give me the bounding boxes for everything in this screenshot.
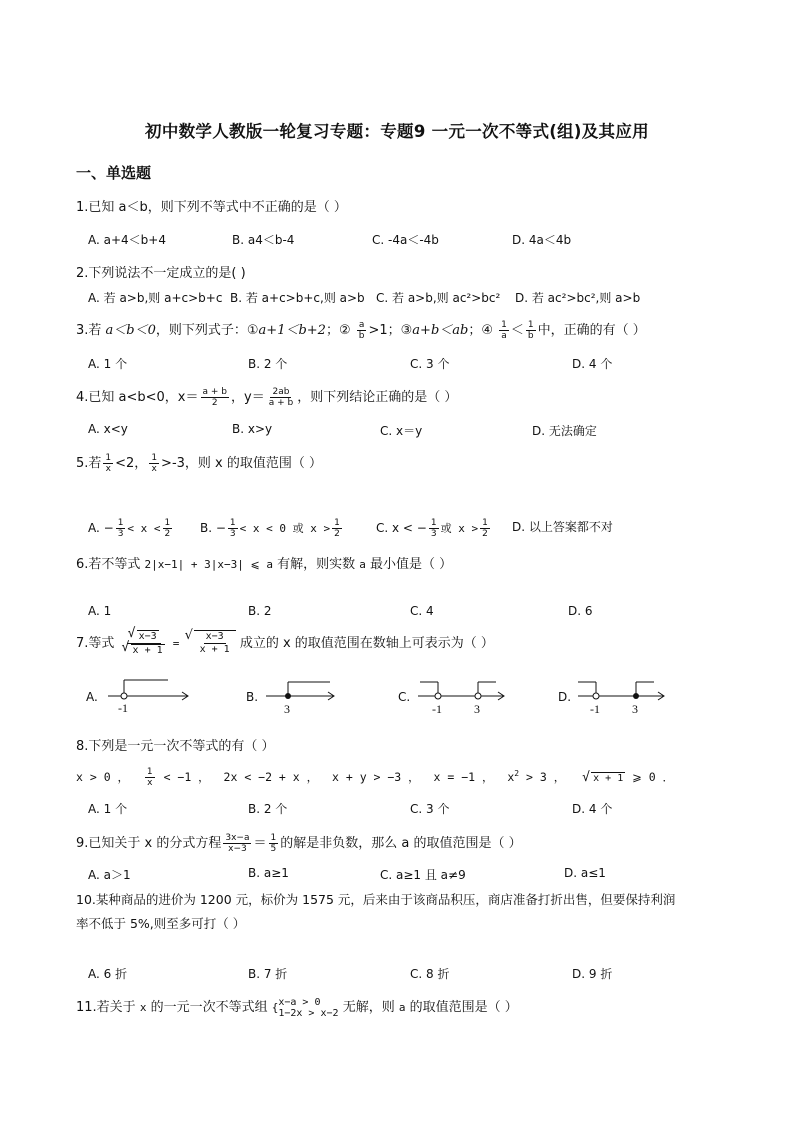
q4-y: ，y＝ bbox=[231, 390, 265, 405]
q1-option-c[interactable]: C. -4a＜-4b bbox=[372, 233, 439, 247]
q4-frac-y: $\frac{2ab}{a + b}$ bbox=[268, 387, 294, 408]
q5-option-b[interactable]: B. − $\frac{1}{3}$ < x < 0 或 x > $\frac{1}{2}$ bbox=[200, 518, 340, 539]
q7-option-d-numberline[interactable] bbox=[574, 676, 670, 716]
q11-mid: 的一元一次不等式组 bbox=[146, 1000, 272, 1015]
q5-mid2: >-3，则 x 的取值范围（ ） bbox=[161, 456, 322, 471]
q5-option-c[interactable]: C. x < − $\frac{1}{3}$ 或 x > $\frac{1}{2}$ bbox=[376, 518, 488, 539]
svg-text:-1: -1 bbox=[118, 701, 128, 715]
q7-option-a-label[interactable]: A. bbox=[86, 690, 98, 704]
question-8-stem: 8.下列是一元一次不等式的有（ ） bbox=[76, 739, 275, 754]
q10-option-d[interactable]: D. 9 折 bbox=[572, 967, 613, 981]
q5-prefix: 5.若 bbox=[76, 456, 102, 471]
q4-option-c[interactable]: C. x＝y bbox=[380, 424, 423, 438]
q2-option-d[interactable]: D. 若 ac²>bc²,则 a>b bbox=[515, 291, 641, 305]
q3-expr-3: a+b＜ab bbox=[412, 323, 469, 338]
question-6-stem bbox=[76, 553, 452, 572]
question-10-line2: 率不低于 5%,则至多可打（ ） bbox=[76, 916, 246, 931]
q3-sep-2: ；② bbox=[325, 323, 351, 338]
q9-frac-lhs: $\frac{3x-a}{x-3}$ bbox=[225, 833, 250, 854]
q7-option-d-label[interactable]: D. bbox=[558, 690, 572, 704]
question-7-stem: 7.等式 √ x−3 √ x + 1 = √ $\frac{x-3}{x + 1}$ 成立的 x 的取值范围在数轴上可表示为（ ） bbox=[76, 630, 494, 657]
q4-suffix: ，则下列结论正确的是（ ） bbox=[297, 390, 458, 405]
q5-option-a[interactable]: A. − $\frac{1}{3}$ < x < $\frac{1}{2}$ bbox=[88, 518, 171, 539]
q9-option-d[interactable]: D. a≤1 bbox=[564, 866, 606, 880]
q4-option-d[interactable]: D. 无法确定 bbox=[532, 424, 597, 438]
q7-option-c-label[interactable]: C. bbox=[398, 690, 411, 704]
q5-frac-1: $\frac{1}{x}$ bbox=[105, 453, 112, 474]
q6-option-a[interactable]: A. 1 bbox=[88, 604, 112, 618]
q6-option-b[interactable]: B. 2 bbox=[248, 604, 272, 618]
q11-inequality-system: x−a > 0 1−2x > x−2 bbox=[278, 996, 339, 1019]
svg-text:-1: -1 bbox=[590, 702, 600, 716]
q3-prefix: 3.若 bbox=[76, 323, 102, 338]
q1-option-b[interactable]: B. a4＜b-4 bbox=[232, 233, 295, 247]
q3-suffix: 中，正确的有（ ） bbox=[537, 323, 646, 338]
q3-frac-1-a: $\frac{1}{a}$ bbox=[501, 320, 507, 341]
q3-sep-4: ；④ bbox=[468, 323, 493, 338]
q3-expr-1: a+1＜b+2 bbox=[258, 323, 326, 338]
q3-option-a[interactable]: A. 1 个 bbox=[88, 357, 128, 371]
q9-eq: ＝ bbox=[253, 836, 267, 851]
q10-option-c[interactable]: C. 8 折 bbox=[410, 967, 450, 981]
q11-prefix: 11.若关于 bbox=[76, 1000, 140, 1015]
q7-option-b-label[interactable]: B. bbox=[246, 690, 259, 704]
q11-var-a: a bbox=[398, 1001, 406, 1014]
page-title: 初中数学人教版一轮复习专题：专题9 一元一次不等式(组)及其应用 bbox=[145, 122, 649, 141]
q1-option-d[interactable]: D. 4a＜4b bbox=[512, 233, 572, 247]
q9-suffix: 的解是非负数，那么 a 的取值范围是（ ） bbox=[280, 836, 522, 851]
q7-suffix: 成立的 x 的取值范围在数轴上可表示为（ ） bbox=[239, 636, 494, 651]
q6-mid: 有解，则实数 bbox=[272, 557, 360, 572]
q7-option-b-numberline[interactable] bbox=[262, 676, 342, 716]
q2-option-a[interactable]: A. 若 a>b,则 a+c>b+c bbox=[88, 291, 223, 305]
q4-frac-x: $\frac{a + b}{2}$ bbox=[202, 387, 228, 408]
q8-expression-list: x > 0 ， $\frac{1}{x}$ < −1 ， 2x < −2 + x ， x + y > −3 ， x = −1 ， $x^2 > 3$ ， √ x + 1 ⩾ 0 ． bbox=[76, 767, 674, 788]
question-9-stem bbox=[76, 832, 522, 854]
q7-rhs: √ $\frac{x-3}{x + 1}$ bbox=[194, 630, 236, 656]
q4-prefix: 4.已知 a<b<0，x＝ bbox=[76, 390, 199, 405]
q4-option-a[interactable]: A. x<y bbox=[88, 422, 128, 436]
q4-option-b[interactable]: B. x>y bbox=[232, 422, 273, 436]
q7-option-a-numberline[interactable] bbox=[104, 676, 194, 716]
question-10-line1: 10.某种商品的进价为 1200 元，标价为 1575 元，后来由于该商品积压，商店准备打折出售，但要保持利润 bbox=[76, 892, 676, 907]
q3-option-c[interactable]: C. 3 个 bbox=[410, 357, 450, 371]
q9-option-b[interactable]: B. a≥1 bbox=[248, 866, 289, 880]
question-11-stem: 11.若关于 x 的一元一次不等式组 { x−a > 0 1−2x > x−2 无解，则 a 的取值范围是（ ） bbox=[76, 996, 518, 1019]
q8-option-b[interactable]: B. 2 个 bbox=[248, 802, 288, 816]
q5-frac-2: $\frac{1}{x}$ bbox=[151, 453, 158, 474]
q2-option-b[interactable]: B. 若 a+c>b+c,则 a>b bbox=[230, 291, 365, 305]
q6-suffix: 最小值是（ ） bbox=[365, 557, 453, 572]
question-4-stem bbox=[76, 386, 457, 408]
q3-frac-1-b: $\frac{1}{b}$ bbox=[527, 320, 534, 341]
q10-option-b[interactable]: B. 7 折 bbox=[248, 967, 288, 981]
q11-suffix: 无解，则 bbox=[342, 1000, 399, 1015]
q7-lhs: √ x−3 √ x + 1 bbox=[121, 630, 167, 657]
svg-text:3: 3 bbox=[284, 702, 290, 716]
q9-frac-rhs: $\frac{1}{5}$ bbox=[270, 833, 277, 854]
svg-text:3: 3 bbox=[474, 702, 480, 716]
question-2-stem: 2.下列说法不一定成立的是( ) bbox=[76, 266, 246, 281]
q5-mid: <2， bbox=[115, 456, 148, 471]
q3-expr-2: >1；③ bbox=[368, 323, 413, 338]
q6-option-d[interactable]: D. 6 bbox=[568, 604, 593, 618]
q3-lt: ＜ bbox=[510, 323, 524, 338]
q6-var-a: a bbox=[359, 558, 366, 571]
q9-prefix: 9.已知关于 x 的分式方程 bbox=[76, 836, 222, 851]
q8-option-c[interactable]: C. 3 个 bbox=[410, 802, 450, 816]
q7-prefix: 7.等式 bbox=[76, 636, 115, 651]
q8-option-d[interactable]: D. 4 个 bbox=[572, 802, 613, 816]
q3-frac-a-b: $\frac{a}{b}$ bbox=[358, 320, 365, 341]
q3-option-b[interactable]: B. 2 个 bbox=[248, 357, 288, 371]
q6-expression: 2|x−1| + 3|x−3| ⩽ a bbox=[144, 558, 273, 571]
section-heading: 一、单选题 bbox=[76, 164, 152, 182]
svg-text:-1: -1 bbox=[432, 702, 442, 716]
svg-text:3: 3 bbox=[632, 702, 638, 716]
q9-option-c[interactable]: C. a≥1 且 a≠9 bbox=[380, 868, 466, 882]
q10-option-a[interactable]: A. 6 折 bbox=[88, 967, 128, 981]
question-5-stem bbox=[76, 452, 322, 474]
question-3-stem bbox=[76, 319, 646, 341]
question-1-stem: 1.已知 a＜b，则下列不等式中不正确的是（ ） bbox=[76, 200, 347, 215]
q2-option-c[interactable]: C. 若 a>b,则 ac²>bc² bbox=[376, 291, 501, 305]
q3-condition: a＜b＜0 bbox=[105, 323, 156, 338]
q1-option-a[interactable]: A. a+4＜b+4 bbox=[88, 233, 166, 247]
q6-option-c[interactable]: C. 4 bbox=[410, 604, 434, 618]
q6-prefix: 6.若不等式 bbox=[76, 557, 145, 572]
q11-suffix2: 的取值范围是（ ） bbox=[405, 1000, 518, 1015]
q7-option-c-numberline[interactable] bbox=[414, 676, 510, 716]
q9-option-a[interactable]: A. a＞1 bbox=[88, 868, 131, 882]
q11-var-x: x bbox=[139, 1001, 147, 1014]
q3-mid: ，则下列式子：① bbox=[155, 323, 259, 338]
q8-option-a[interactable]: A. 1 个 bbox=[88, 802, 128, 816]
q5-option-d[interactable]: D. 以上答案都不对 bbox=[512, 520, 613, 534]
q3-option-d[interactable]: D. 4 个 bbox=[572, 357, 613, 371]
